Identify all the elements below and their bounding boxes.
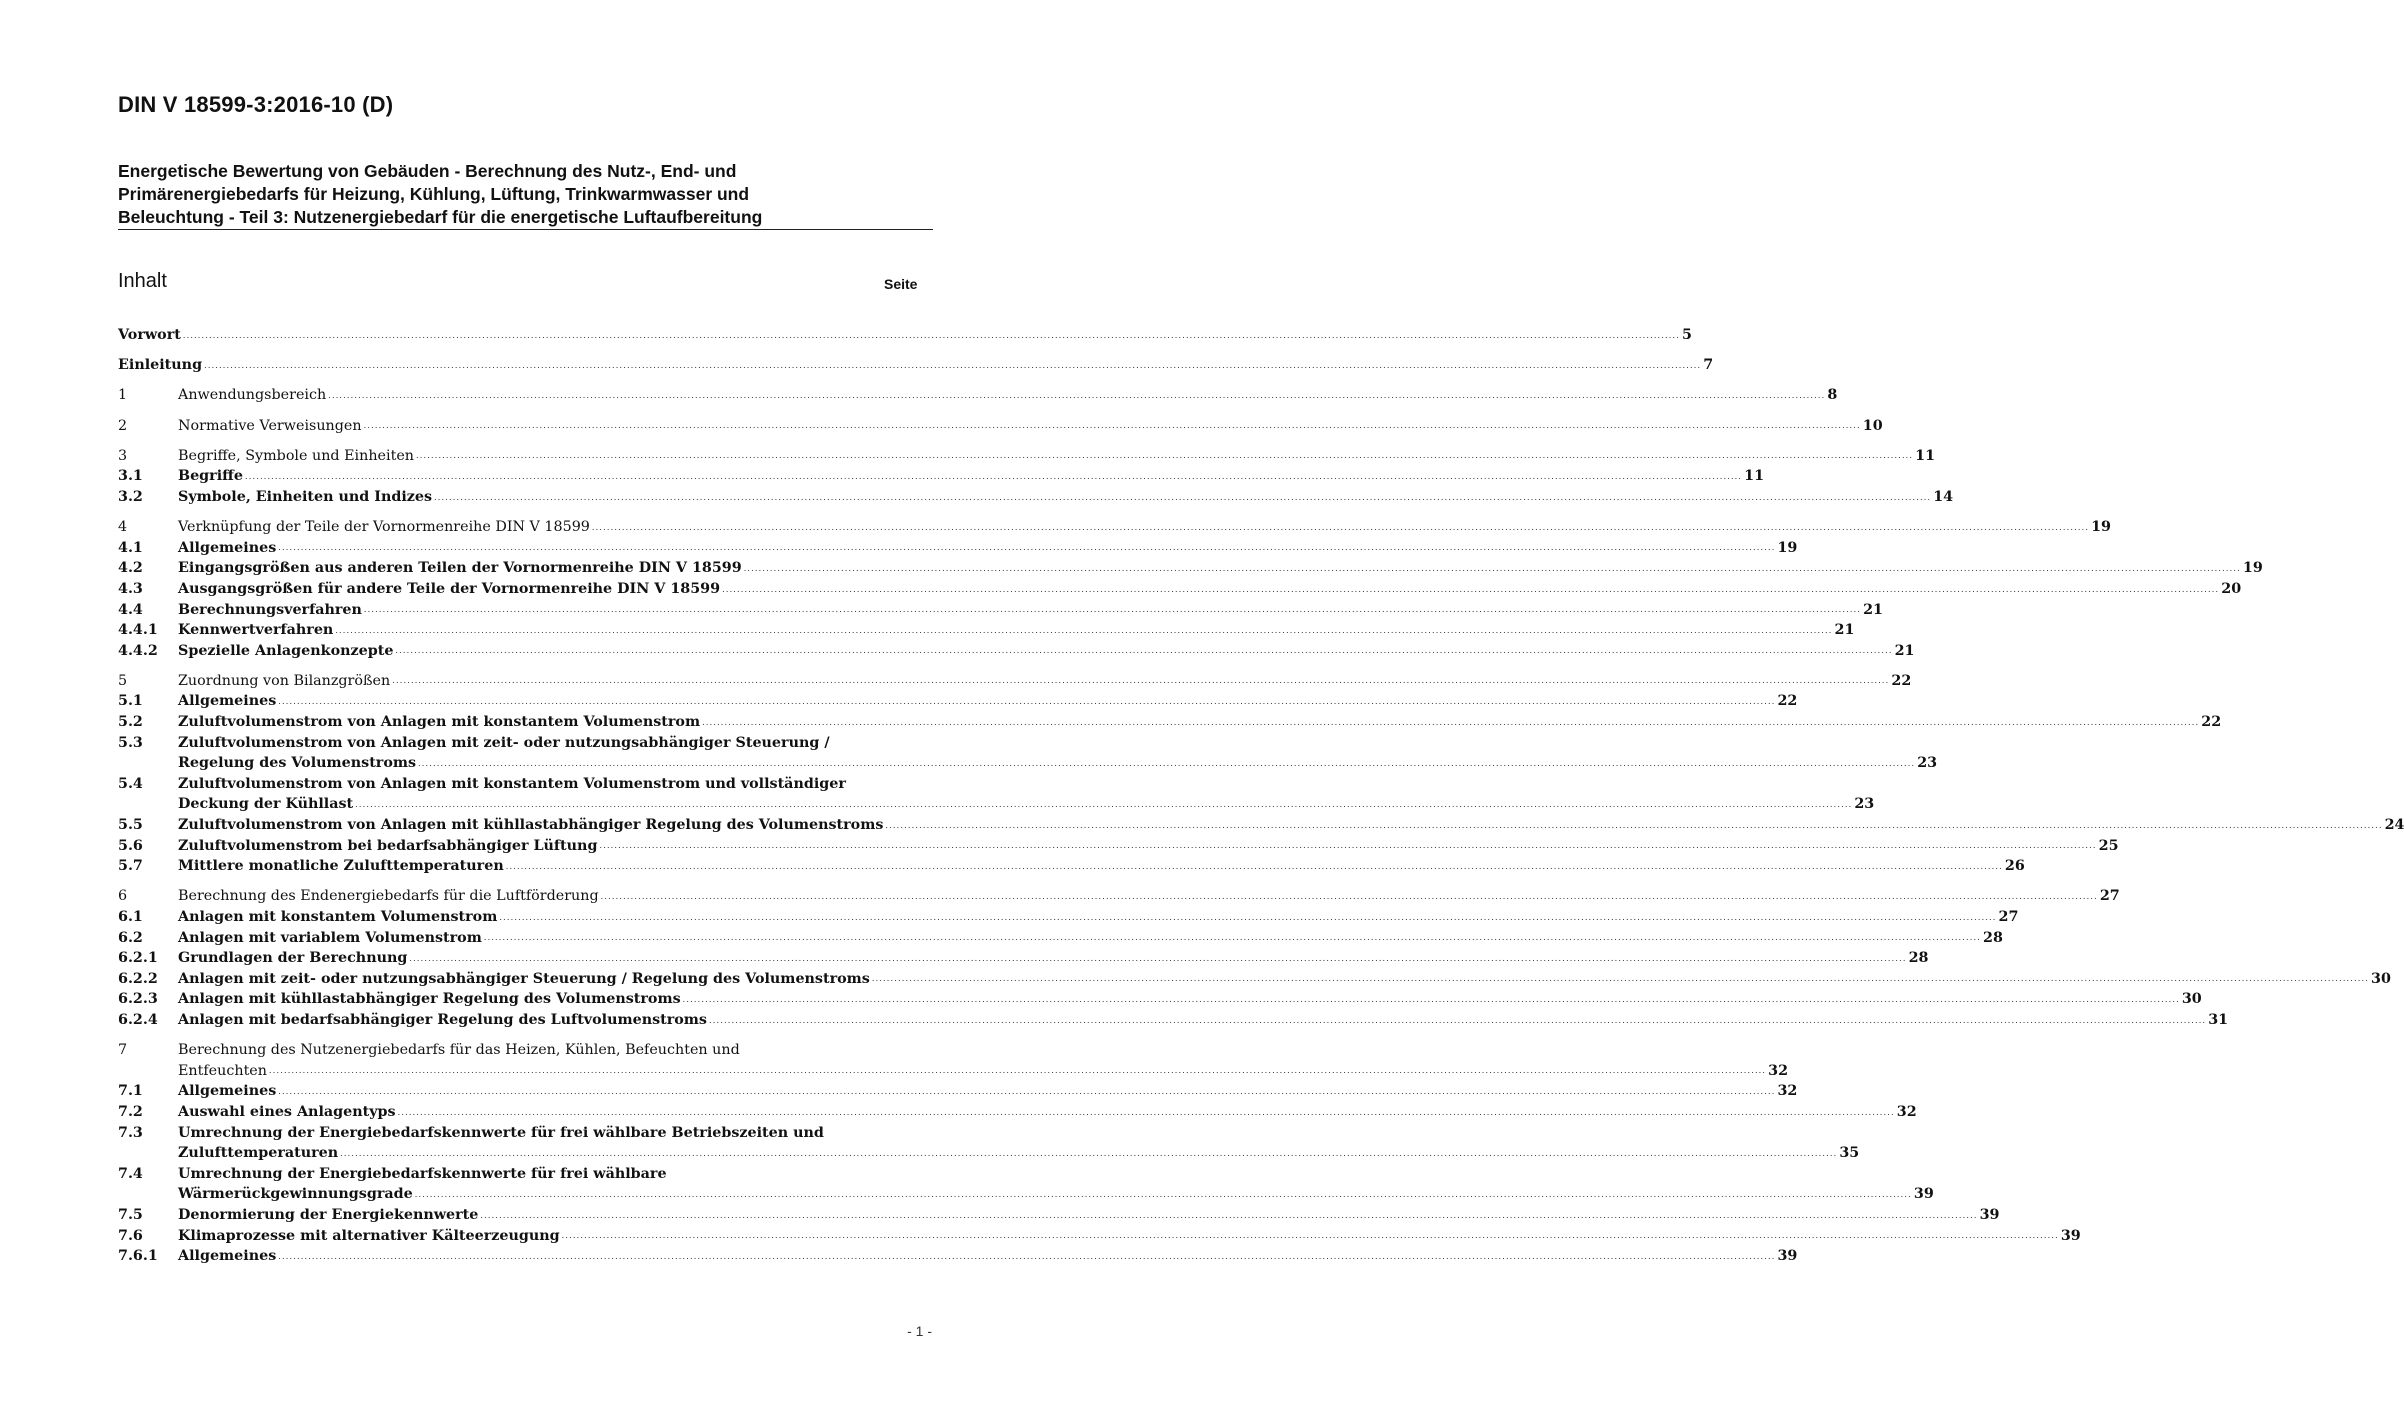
toc-entry-title: Symbole, Einheiten und Indizes: [178, 488, 433, 505]
toc-leader-dots: ................................................................................................................................................................................................................................................................................................................................................................................................................: [335, 625, 1833, 635]
toc-leader-dots: ................................................................................................................................................................................................................................................................................................................................................................................................................: [885, 820, 2383, 830]
toc-entry-number: 4.3: [118, 580, 143, 597]
toc-entry-title: Mittlere monatliche Zulufttemperaturen: [178, 858, 504, 875]
toc-leader-dots: ................................................................................................................................................................................................................................................................................................................................................................................................................: [743, 563, 2241, 573]
toc-entry[interactable]: [118, 928, 2003, 949]
toc-leader-dots: ................................................................................................................................................................................................................................................................................................................................................................................................................: [480, 1210, 1978, 1220]
toc-entry-page: 27: [1998, 909, 2019, 925]
toc-entry[interactable]: [118, 691, 1798, 712]
subtitle-line: Energetische Bewertung von Gebäuden - Berechnung des Nutz-, End- und: [118, 161, 737, 181]
toc-leader-dots: ................................................................................................................................................................................................................................................................................................................................................................................................................: [355, 800, 1853, 810]
toc-entry-title: Allgemeines: [178, 1248, 277, 1265]
toc-entry-number: 6: [118, 888, 128, 905]
subtitle-line: Primärenergiebedarfs für Heizung, Kühlung, Lüftung, Trinkwarmwasser und: [118, 184, 750, 204]
toc-entry[interactable]: [118, 641, 1915, 662]
toc-entry-title-continued: Regelung des Volumenstroms: [178, 755, 417, 772]
toc-entry-page: 39: [1777, 1248, 1798, 1265]
toc-entry[interactable]: [118, 671, 1912, 692]
toc-entry-page: 20: [2221, 580, 2242, 597]
toc-entry-title: Spezielle Anlagenkonzepte: [178, 642, 394, 659]
toc-entry[interactable]: [118, 1123, 932, 1144]
toc-entry-title: Umrechnung der Energiebedarfskennwerte für frei wählbare: [178, 1165, 667, 1182]
toc-entry-page: 25: [2098, 837, 2119, 854]
toc-entry[interactable]: [118, 1102, 1917, 1123]
toc-entry-number: 2: [118, 417, 128, 434]
toc-entry-number: 5.3: [118, 734, 143, 751]
toc-entry-number: 3: [118, 447, 128, 464]
toc-entry-number: 5: [118, 672, 128, 689]
toc-entry-title: Zuluftvolumenstrom von Anlagen mit konstantem Volumenstrom: [178, 714, 701, 731]
toc-leader-dots: ................................................................................................................................................................................................................................................................................................................................................................................................................: [414, 1189, 1912, 1199]
toc-entry[interactable]: [118, 538, 1798, 559]
toc-entry-title: Anlagen mit variablem Volumenstrom: [178, 929, 482, 946]
toc-entry-title: Anlagen mit kühllastabhängiger Regelung des Volumenstroms: [178, 991, 681, 1008]
toc-entry[interactable]: [118, 325, 1692, 346]
toc-entry-title: Anlagen mit bedarfsabhängiger Regelung des Luftvolumenstroms: [178, 1011, 707, 1028]
toc-entry-title: Denormierung der Energiekennwerte: [178, 1206, 479, 1223]
toc-entry-title: Begriffe: [178, 468, 243, 485]
toc-entry-title: Klimaprozesse mit alternativer Kälteerzeugung: [178, 1227, 560, 1244]
toc-entry-number: 7: [118, 1042, 128, 1059]
toc-leader-dots: ................................................................................................................................................................................................................................................................................................................................................................................................................: [395, 646, 1893, 656]
toc-entry-title: Eingangsgrößen aus anderen Teilen der Vornormenreihe DIN V 18599: [178, 560, 742, 577]
toc-leader-dots: ................................................................................................................................................................................................................................................................................................................................................................................................................: [505, 861, 2003, 871]
toc-entry-page: 21: [1834, 622, 1855, 639]
toc-leader-dots: ................................................................................................................................................................................................................................................................................................................................................................................................................: [722, 584, 2220, 594]
toc-leader-dots: ................................................................................................................................................................................................................................................................................................................................................................................................................: [599, 841, 2097, 851]
toc-entry-number: 5.2: [118, 714, 143, 731]
toc-leader-dots: ................................................................................................................................................................................................................................................................................................................................................................................................................: [591, 522, 2090, 532]
toc-entry[interactable]: [118, 558, 2263, 579]
toc-entry-title: Berechnung des Nutzenergiebedarfs für das Heizen, Kühlen, Befeuchten und: [178, 1042, 740, 1059]
toc-entry-number: 6.2.3: [118, 991, 158, 1008]
toc-leader-dots: ................................................................................................................................................................................................................................................................................................................................................................................................................: [278, 697, 1776, 707]
toc-entry[interactable]: [118, 733, 932, 754]
toc-entry-continuation[interactable]: [118, 794, 1875, 815]
toc-entry-number: 4.4.2: [118, 642, 158, 659]
toc-entry-number: 5.1: [118, 693, 143, 710]
toc-leader-dots: ................................................................................................................................................................................................................................................................................................................................................................................................................: [871, 974, 2370, 984]
toc-entry-title-continued: Zulufttemperaturen: [178, 1145, 339, 1162]
subtitle-line: Beleuchtung - Teil 3: Nutzenergiebedarf für die energetische Luftaufbereitung: [118, 207, 763, 227]
toc-entry-title: Umrechnung der Energiebedarfskennwerte für frei wählbare Betriebszeiten und: [178, 1124, 824, 1141]
toc-entry-number: 4.2: [118, 560, 143, 577]
toc-entry[interactable]: [118, 1226, 2081, 1247]
toc-leader-dots: ................................................................................................................................................................................................................................................................................................................................................................................................................: [434, 492, 1932, 502]
toc-entry-page: 32: [1777, 1083, 1798, 1100]
toc-entry-title: Allgemeines: [178, 1083, 277, 1100]
toc-entry-page: 32: [1768, 1062, 1789, 1079]
toc-entry-page: 26: [2004, 858, 2025, 875]
toc-entry[interactable]: [118, 517, 2111, 538]
toc-entry-number: 4.4: [118, 601, 143, 618]
toc-entry-number: 5.4: [118, 775, 143, 792]
toc-entry-page: 23: [1854, 796, 1875, 813]
toc-entry-number: 7.2: [118, 1103, 143, 1120]
toc-leader-dots: ................................................................................................................................................................................................................................................................................................................................................................................................................: [397, 1107, 1895, 1117]
toc-entry[interactable]: [118, 836, 2119, 857]
toc-entry[interactable]: [118, 385, 1838, 406]
toc-entry-number: 6.2.1: [118, 950, 158, 967]
toc-entry-page: 35: [1839, 1145, 1860, 1162]
toc-leader-dots: ................................................................................................................................................................................................................................................................................................................................................................................................................: [328, 390, 1826, 400]
toc-entry[interactable]: [118, 487, 1954, 508]
toc-entry-page: 5: [1682, 327, 1692, 343]
toc-entry-page: 19: [1777, 539, 1798, 556]
toc-entry[interactable]: [118, 1205, 2000, 1226]
toc-heading: Inhalt: [118, 270, 167, 292]
toc-entry[interactable]: [118, 886, 2120, 907]
toc-entry-title: Berechnung des Endenergiebedarfs für die Luftförderung: [178, 888, 599, 905]
toc-entry-number: 4: [118, 519, 128, 536]
toc-entry-title: Grundlagen der Berechnung: [178, 950, 408, 967]
toc-entry-continuation[interactable]: [118, 1061, 1789, 1082]
toc-entry-page: 7: [1703, 357, 1714, 374]
toc-entry-title: Zuluftvolumenstrom von Anlagen mit kühllastabhängiger Regelung des Volumenstroms: [178, 817, 884, 834]
toc-entry-page: 19: [2242, 560, 2263, 577]
toc-entry-title: Zuordnung von Bilanzgrößen: [178, 672, 391, 689]
toc-entry-title: Allgemeines: [178, 539, 277, 556]
toc-leader-dots: ................................................................................................................................................................................................................................................................................................................................................................................................................: [415, 451, 1914, 461]
toc-leader-dots: ................................................................................................................................................................................................................................................................................................................................................................................................................: [182, 330, 1681, 340]
toc-entry-number: 3.1: [118, 468, 143, 485]
toc-entry-title: Anlagen mit konstantem Volumenstrom: [178, 909, 498, 925]
toc-entry-number: 4.4.1: [118, 622, 158, 639]
toc-entry-page: 39: [2060, 1227, 2081, 1244]
toc-entry-page: 23: [1917, 755, 1938, 772]
toc-entry-number: 7.5: [118, 1206, 143, 1223]
toc-entry-number: 6.1: [118, 909, 143, 925]
toc-entry-page: 22: [1891, 672, 1912, 689]
toc-leader-dots: ................................................................................................................................................................................................................................................................................................................................................................................................................: [499, 912, 1997, 922]
toc-entry-page: 10: [1862, 417, 1883, 434]
toc-entry-page: 8: [1827, 387, 1838, 404]
toc-entry-page: 24: [2384, 817, 2404, 834]
toc-entry[interactable]: [118, 989, 2202, 1010]
toc-entry-title: Anlagen mit zeit- oder nutzungsabhängiger Steuerung / Regelung des Volumenstroms: [178, 970, 870, 987]
toc-entry[interactable]: [118, 712, 2222, 733]
toc-entry-continuation[interactable]: [118, 1143, 1860, 1164]
toc-entry[interactable]: [118, 1164, 932, 1185]
toc-entry[interactable]: [118, 948, 1929, 969]
toc-entry-title-continued: Entfeuchten: [178, 1062, 267, 1079]
toc-entry-page: 30: [2181, 991, 2202, 1008]
toc-entry-page: 14: [1933, 488, 1954, 505]
toc-entry-number: 7.6: [118, 1227, 143, 1244]
toc-leader-dots: ................................................................................................................................................................................................................................................................................................................................................................................................................: [363, 605, 1862, 615]
toc-leader-dots: ................................................................................................................................................................................................................................................................................................................................................................................................................: [682, 994, 2180, 1004]
toc-entry-number: 4.1: [118, 539, 143, 556]
toc-entry-title: Zuluftvolumenstrom bei bedarfsabhängiger Lüftung: [178, 837, 598, 854]
toc-entry-number: 7.1: [118, 1083, 143, 1100]
toc-leader-dots: ................................................................................................................................................................................................................................................................................................................................................................................................................: [702, 717, 2200, 727]
toc-entry-continuation[interactable]: [118, 753, 1938, 774]
toc-leader-dots: ................................................................................................................................................................................................................................................................................................................................................................................................................: [244, 471, 1743, 481]
toc-leader-dots: ................................................................................................................................................................................................................................................................................................................................................................................................................: [278, 543, 1776, 553]
toc-entry[interactable]: [118, 815, 2404, 836]
toc-entry-title-continued: Wärmerückgewinnungsgrade: [178, 1186, 413, 1203]
toc-entry[interactable]: [118, 416, 1883, 437]
toc-entry-number: 5.7: [118, 858, 143, 875]
toc-entry-page: 27: [2099, 888, 2120, 905]
toc-entry-title: Zuluftvolumenstrom von Anlagen mit zeit- oder nutzungsabhängiger Steuerung /: [178, 734, 830, 751]
toc-entry-title: Vorwort: [118, 327, 181, 343]
toc-leader-dots: ................................................................................................................................................................................................................................................................................................................................................................................................................: [709, 1015, 2207, 1025]
toc-entry-number: 5.5: [118, 817, 143, 834]
toc-entry-title: Ausgangsgrößen für andere Teile der Vornormenreihe DIN V 18599: [178, 580, 721, 597]
page-number: - 1 -: [907, 1323, 932, 1339]
toc-entry[interactable]: [118, 1040, 932, 1061]
toc-entry[interactable]: [118, 1246, 1798, 1267]
toc-entry-title-continued: Deckung der Kühllast: [178, 796, 354, 813]
toc-entry[interactable]: [118, 466, 1765, 487]
toc-leader-dots: ................................................................................................................................................................................................................................................................................................................................................................................................................: [483, 933, 1982, 943]
toc-entry-page: 28: [1908, 950, 1929, 967]
toc-entry-number: 6.2: [118, 929, 143, 946]
toc-entry-title: Verknüpfung der Teile der Vornormenreihe DIN V 18599: [178, 519, 590, 536]
toc-entry-title: Zuluftvolumenstrom von Anlagen mit konstantem Volumenstrom und vollständiger: [178, 775, 846, 792]
toc-entry-page: 31: [2208, 1011, 2229, 1028]
toc-entry-page: 22: [2201, 714, 2222, 731]
toc-entry[interactable]: [118, 579, 2242, 600]
toc-leader-dots: ................................................................................................................................................................................................................................................................................................................................................................................................................: [278, 1251, 1776, 1261]
toc-leader-dots: ................................................................................................................................................................................................................................................................................................................................................................................................................: [561, 1231, 2059, 1241]
toc-entry-page: 19: [2091, 519, 2111, 536]
toc-leader-dots: ................................................................................................................................................................................................................................................................................................................................................................................................................: [600, 892, 2098, 901]
toc-entry[interactable]: [118, 446, 1936, 467]
toc-leader-dots: ................................................................................................................................................................................................................................................................................................................................................................................................................: [409, 953, 1907, 963]
toc-entry-page: 28: [1983, 929, 2003, 946]
toc-entry-page: 30: [2371, 970, 2391, 987]
table-of-contents: [118, 325, 2404, 1267]
toc-entry[interactable]: [118, 1010, 2229, 1031]
toc-entry-number: 5.6: [118, 837, 143, 854]
toc-leader-dots: ................................................................................................................................................................................................................................................................................................................................................................................................................: [418, 758, 1916, 768]
toc-entry-continuation[interactable]: [118, 1184, 1934, 1205]
toc-leader-dots: ................................................................................................................................................................................................................................................................................................................................................................................................................: [204, 360, 1702, 370]
toc-entry-title: Anwendungsbereich: [178, 387, 327, 404]
toc-entry-title: Begriffe, Symbole und Einheiten: [178, 447, 414, 464]
toc-leader-dots: ................................................................................................................................................................................................................................................................................................................................................................................................................: [340, 1148, 1838, 1158]
toc-entry[interactable]: [118, 774, 932, 795]
toc-leader-dots: ................................................................................................................................................................................................................................................................................................................................................................................................................: [278, 1086, 1776, 1096]
toc-entry-title: Allgemeines: [178, 693, 277, 710]
toc-entry-number: 6.2.2: [118, 970, 158, 987]
toc-entry-page: 11: [1915, 447, 1936, 464]
toc-entry-page: 11: [1744, 468, 1765, 485]
toc-page-label: Seite: [884, 276, 918, 292]
toc-entry[interactable]: [118, 600, 1883, 621]
toc-leader-dots: ................................................................................................................................................................................................................................................................................................................................................................................................................: [392, 676, 1890, 686]
toc-entry[interactable]: [118, 907, 2019, 928]
toc-entry-number: 7.3: [118, 1124, 143, 1141]
toc-entry-number: 7.4: [118, 1165, 143, 1182]
toc-entry-title: Kennwertverfahren: [178, 622, 334, 639]
toc-entry-title: Einleitung: [118, 357, 203, 374]
toc-entry-page: 21: [1863, 601, 1883, 618]
document-subtitle: [118, 160, 933, 230]
toc-entry-title: Berechnungsverfahren: [178, 601, 362, 618]
toc-entry-page: 21: [1894, 642, 1915, 659]
toc-entry-number: 6.2.4: [118, 1011, 158, 1028]
document-title: DIN V 18599-3:2016-10 (D): [118, 92, 394, 117]
toc-entry-page: 32: [1896, 1103, 1917, 1120]
toc-leader-dots: ................................................................................................................................................................................................................................................................................................................................................................................................................: [268, 1066, 1767, 1076]
toc-entry-number: 7.6.1: [118, 1248, 158, 1265]
toc-entry[interactable]: [118, 969, 2391, 990]
toc-entry[interactable]: [118, 620, 1855, 641]
toc-entry-page: 22: [1777, 693, 1798, 710]
toc-entry[interactable]: [118, 355, 1714, 376]
toc-leader-dots: ................................................................................................................................................................................................................................................................................................................................................................................................................: [363, 421, 1861, 431]
toc-entry[interactable]: [118, 856, 2025, 877]
toc-entry-number: 1: [118, 387, 128, 404]
toc-entry-page: 39: [1979, 1206, 2000, 1223]
toc-entry-title: Auswahl eines Anlagentyps: [178, 1103, 396, 1120]
toc-entry-title: Normative Verweisungen: [178, 417, 362, 434]
toc-entry[interactable]: [118, 1081, 1798, 1102]
toc-entry-number: 3.2: [118, 488, 143, 505]
toc-entry-page: 39: [1913, 1186, 1934, 1203]
